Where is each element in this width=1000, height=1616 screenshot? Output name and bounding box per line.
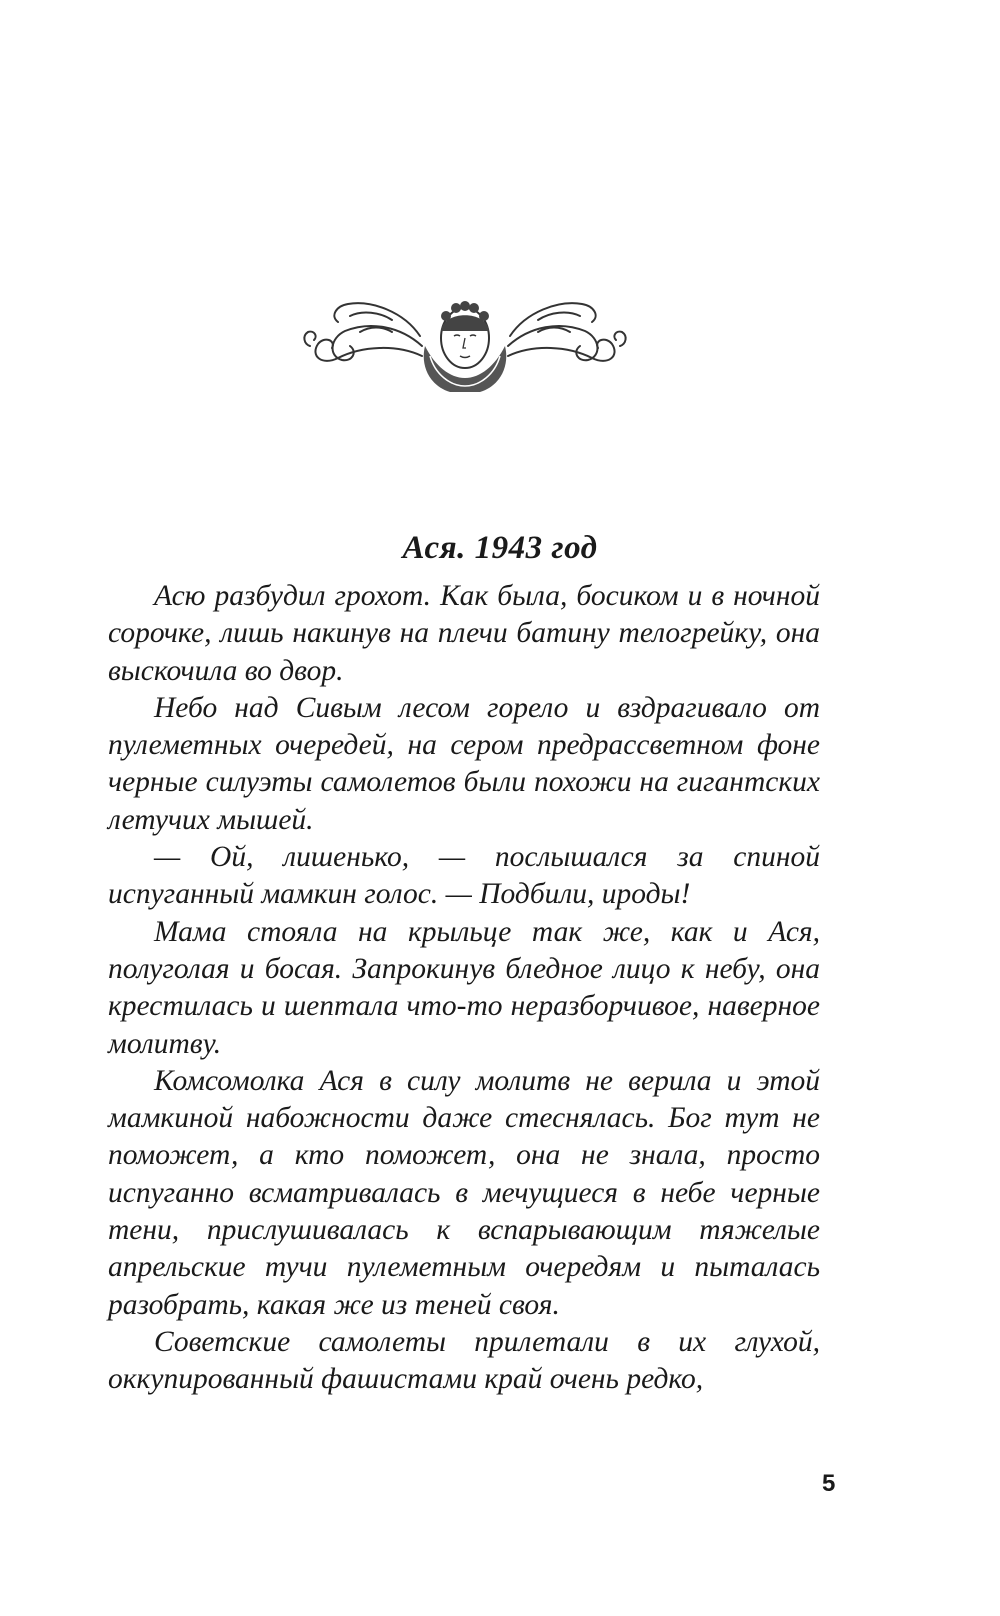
paragraph: Мама стояла на крыльце так же, как и Ася, полуголая и босая. Запрокинув бледное лицо к небу, она крестилась и шептала что-то неразборчивое, наверное молитву.	[108, 915, 820, 1060]
paragraph: Советские самолеты прилетали в их глухой, оккупированный фашистами край очень редко,	[108, 1325, 820, 1396]
paragraph: — Ой, лишенько, — послышался за спиной испуганный мамкин голос. — Подбили, ироды!	[108, 841, 820, 911]
cherub-ornament-icon	[300, 286, 630, 398]
paragraph: Асю разбудил грохот. Как была, босиком и в ночной сорочке, лишь накинув на плечи батину телогрейку, она выскочила во двор.	[108, 580, 820, 687]
chapter-title: Ася. 1943 год	[402, 530, 598, 566]
paragraph: Небо над Сивым лесом горело и вздрагивало от пулеметных очередей, на сером предрассветном фоне черные силуэты самолетов были похожи на гигантских летучих мышей.	[108, 691, 820, 836]
page-number: 5	[822, 1470, 836, 1497]
chapter-body	[108, 578, 820, 1399]
paragraph: Комсомолка Ася в силу молитв не верила и этой мамкиной набожности даже стеснялась. Бог тут не поможет, а кто поможет, она не знала, просто испуганно всматривалась в мечущиеся в небе черные тени, прислушивалась к вспарывающим тяжелые апрельские тучи пулеметным очередям и пыталась разобрать, какая же из теней своя.	[108, 1064, 820, 1321]
